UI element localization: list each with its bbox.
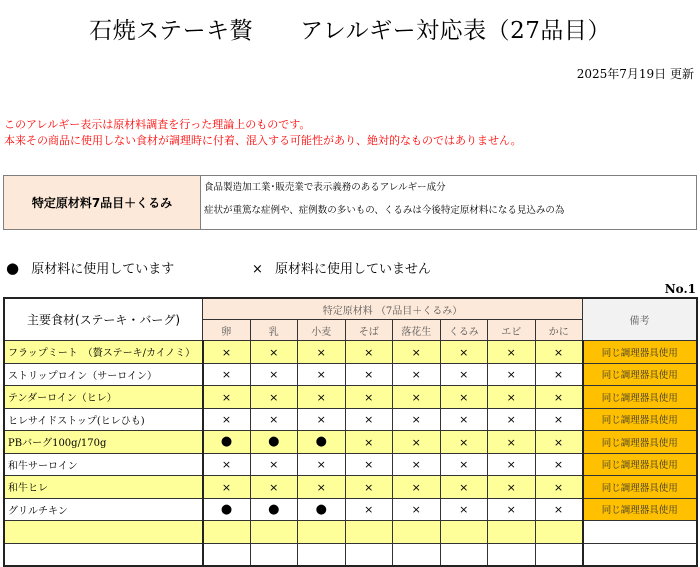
allergen-column-header: エビ <box>488 320 536 341</box>
allergen-cell <box>250 498 298 521</box>
remark-cell <box>583 543 698 566</box>
table-row <box>4 521 697 544</box>
allergen-cell <box>535 476 583 499</box>
filled-circle-icon: ● <box>220 434 233 450</box>
cross-icon: × <box>411 413 421 427</box>
remark-cell: 同じ調理器具使用 <box>583 363 698 386</box>
allergen-column-header: 落花生 <box>393 320 441 341</box>
allergy-table <box>3 297 698 567</box>
definition-text <box>201 176 696 229</box>
table-row <box>4 453 697 476</box>
cross-icon: × <box>553 503 564 517</box>
cross-icon: × <box>316 345 326 359</box>
allergen-cell <box>203 498 251 521</box>
cross-icon: × <box>364 390 374 404</box>
table-row <box>4 498 697 521</box>
allergen-cell <box>298 408 346 431</box>
cross-icon: × <box>459 413 469 427</box>
allergen-cell <box>345 341 393 364</box>
table-row <box>4 431 697 454</box>
updated-date: 2025年7月19日 更新 <box>576 67 694 81</box>
cross-icon: × <box>411 390 421 404</box>
cross-icon: × <box>269 458 279 472</box>
menu-item-name: ヒレサイドストップ(ヒレひも) <box>4 408 203 431</box>
cross-icon: × <box>364 413 374 427</box>
cross-icon: × <box>506 368 516 382</box>
remark-cell: 同じ調理器具使用 <box>583 476 698 499</box>
cross-icon: × <box>411 503 421 517</box>
allergen-cell <box>298 386 346 409</box>
definition-line-2: 症状が重篤な症例や、症例数の多いもの、くるみは今後特定原材料になる見込みの為 <box>204 205 565 216</box>
menu-item-name: ストリップロイン（サーロイン） <box>4 363 203 386</box>
table-row <box>4 363 697 386</box>
cross-icon: × <box>506 390 516 404</box>
cross-icon: × <box>459 390 469 404</box>
cross-icon: × <box>459 480 469 494</box>
legend-used-label: 原材料に使用しています <box>31 262 175 277</box>
allergen-cell <box>488 341 536 364</box>
allergen-cell <box>393 498 441 521</box>
allergen-cell <box>298 453 346 476</box>
allergen-cell <box>440 341 488 364</box>
allergen-cell <box>393 543 441 566</box>
cross-icon: × <box>553 345 564 359</box>
cross-icon: × <box>506 458 516 472</box>
cross-icon: × <box>316 413 326 427</box>
allergen-cell <box>345 386 393 409</box>
allergen-cell <box>393 363 441 386</box>
menu-item-name <box>4 543 203 566</box>
cross-icon: × <box>506 435 516 449</box>
filled-circle-icon: ● <box>220 501 233 517</box>
allergen-cell <box>535 386 583 409</box>
filled-circle-icon: ● <box>315 434 327 450</box>
remarks-column-header: 備考 <box>583 298 698 341</box>
allergen-cell <box>250 476 298 499</box>
allergen-cell <box>535 543 583 566</box>
allergen-cell <box>488 453 536 476</box>
cross-icon: × <box>316 368 326 382</box>
cross-icon: × <box>316 480 326 494</box>
allergen-cell <box>345 408 393 431</box>
cross-icon: × <box>553 413 564 427</box>
cross-icon: × <box>553 458 564 472</box>
allergen-cell <box>345 521 393 544</box>
cross-icon: × <box>364 368 374 382</box>
allergen-cell <box>203 431 251 454</box>
menu-item-name <box>4 521 203 544</box>
filled-circle-icon: ● <box>268 501 280 517</box>
allergen-cell <box>250 363 298 386</box>
cross-icon: × <box>364 480 374 494</box>
allergen-cell <box>440 476 488 499</box>
cross-icon: × <box>459 345 469 359</box>
cross-icon: × <box>553 435 564 449</box>
allergen-cell <box>488 543 536 566</box>
allergen-cell <box>393 453 441 476</box>
allergen-cell <box>535 408 583 431</box>
allergen-cell <box>345 476 393 499</box>
remark-cell: 同じ調理器具使用 <box>583 431 698 454</box>
allergen-cell <box>440 453 488 476</box>
cross-icon: × <box>269 480 279 494</box>
allergen-cell <box>488 363 536 386</box>
allergen-cell <box>298 431 346 454</box>
legend-used <box>6 258 174 277</box>
cross-icon: × <box>364 435 374 449</box>
cross-icon: × <box>316 458 326 472</box>
allergen-cell <box>298 341 346 364</box>
allergen-cell <box>488 476 536 499</box>
cross-icon: × <box>221 458 232 472</box>
allergen-cell <box>440 521 488 544</box>
menu-item-name: PBバーグ100g/170g <box>4 431 203 454</box>
cross-icon: × <box>506 480 516 494</box>
cross-icon: × <box>364 345 374 359</box>
allergen-cell <box>440 498 488 521</box>
allergen-cell <box>345 431 393 454</box>
allergen-cell <box>250 431 298 454</box>
cross-icon: × <box>269 413 279 427</box>
allergen-cell <box>393 521 441 544</box>
allergen-cell <box>298 476 346 499</box>
allergen-column-header: そば <box>345 320 393 341</box>
cross-icon: × <box>553 480 564 494</box>
cross-icon: × <box>364 503 374 517</box>
allergen-cell <box>203 363 251 386</box>
allergen-cell <box>298 521 346 544</box>
remark-cell: 同じ調理器具使用 <box>583 408 698 431</box>
allergen-cell <box>203 386 251 409</box>
table-row <box>4 408 697 431</box>
allergen-cell <box>298 498 346 521</box>
cross-icon: × <box>269 368 279 382</box>
allergen-cell <box>535 341 583 364</box>
menu-item-name: テンダーロイン（ヒレ） <box>4 386 203 409</box>
allergen-column-header: 小麦 <box>298 320 346 341</box>
allergen-cell <box>250 543 298 566</box>
cross-icon: × <box>411 435 421 449</box>
allergen-cell <box>298 363 346 386</box>
allergen-cell <box>440 386 488 409</box>
definition-line-1: 食品製造加工業･販売業で表示義務のあるアレルギー成分 <box>204 182 446 193</box>
allergen-cell <box>345 363 393 386</box>
disclaimer-line-2: 本来その商品に使用しない食材が調理時に付着、混入する可能性があり、絶対的なものではありません。 <box>4 134 522 147</box>
cross-icon: × <box>459 503 469 517</box>
allergen-cell <box>203 453 251 476</box>
allergen-cell <box>393 476 441 499</box>
allergen-cell <box>535 453 583 476</box>
cross-icon: × <box>364 458 374 472</box>
allergen-cell <box>250 521 298 544</box>
page-title: 石焼ステーキ贅 アレルギー対応表（27品目） <box>89 18 611 44</box>
cross-icon: × <box>316 390 326 404</box>
allergen-column-header: くるみ <box>440 320 488 341</box>
allergen-cell <box>488 521 536 544</box>
cross-icon: × <box>221 413 232 427</box>
allergen-column-header: 卵 <box>203 320 251 341</box>
definition-box <box>3 175 697 230</box>
remark-cell: 同じ調理器具使用 <box>583 386 698 409</box>
allergen-cell <box>535 431 583 454</box>
allergen-cell <box>440 543 488 566</box>
table-row <box>4 386 697 409</box>
allergen-column-header: かに <box>535 320 583 341</box>
disclaimer-notice <box>4 117 522 149</box>
name-column-header: 主要食材(ステーキ・バーグ) <box>4 298 203 341</box>
allergen-cell <box>440 363 488 386</box>
cross-icon: × <box>553 390 564 404</box>
allergen-cell <box>250 408 298 431</box>
allergen-cell <box>393 341 441 364</box>
allergen-cell <box>203 341 251 364</box>
allergen-cell <box>345 498 393 521</box>
legend-not-used <box>252 258 431 277</box>
allergen-cell <box>488 498 536 521</box>
cross-icon: × <box>506 413 516 427</box>
allergen-cell <box>440 408 488 431</box>
allergen-cell <box>250 386 298 409</box>
disclaimer-line-1: このアレルギー表示は原材料調査を行った理論上のものです。 <box>4 118 311 131</box>
cross-icon: × <box>221 345 232 359</box>
allergen-cell <box>203 521 251 544</box>
page-number: No.1 <box>664 282 696 296</box>
allergen-cell <box>393 431 441 454</box>
cross-icon: × <box>252 262 263 277</box>
cross-icon: × <box>411 458 421 472</box>
cross-icon: × <box>506 503 516 517</box>
allergen-cell <box>250 453 298 476</box>
allergen-cell <box>488 386 536 409</box>
cross-icon: × <box>221 480 232 494</box>
menu-item-name: フラップミート （贅ステーキ/カイノミ） <box>4 341 203 364</box>
cross-icon: × <box>411 480 421 494</box>
allergen-group-header: 特定原材料 （7品目＋くるみ） <box>203 298 583 320</box>
cross-icon: × <box>459 368 469 382</box>
remark-cell <box>583 521 698 544</box>
filled-circle-icon: ● <box>6 259 20 277</box>
allergen-cell <box>203 543 251 566</box>
remark-cell: 同じ調理器具使用 <box>583 453 698 476</box>
table-row <box>4 341 697 364</box>
allergen-cell <box>250 341 298 364</box>
allergen-cell <box>440 431 488 454</box>
filled-circle-icon: ● <box>268 434 280 450</box>
allergen-cell <box>393 386 441 409</box>
allergen-cell <box>393 408 441 431</box>
remark-cell: 同じ調理器具使用 <box>583 498 698 521</box>
cross-icon: × <box>459 435 469 449</box>
allergen-cell <box>535 521 583 544</box>
cross-icon: × <box>459 458 469 472</box>
definition-label: 特定原材料7品目＋くるみ <box>4 176 201 229</box>
table-row <box>4 543 697 566</box>
allergen-cell <box>488 431 536 454</box>
menu-item-name: グリルチキン <box>4 498 203 521</box>
allergen-cell <box>203 476 251 499</box>
allergen-cell <box>535 363 583 386</box>
cross-icon: × <box>553 368 564 382</box>
allergen-cell <box>345 543 393 566</box>
filled-circle-icon: ● <box>315 501 327 517</box>
cross-icon: × <box>411 368 421 382</box>
cross-icon: × <box>506 345 516 359</box>
menu-item-name: 和牛ヒレ <box>4 476 203 499</box>
cross-icon: × <box>411 345 421 359</box>
cross-icon: × <box>221 390 232 404</box>
menu-item-name: 和牛サーロイン <box>4 453 203 476</box>
allergen-cell <box>203 408 251 431</box>
cross-icon: × <box>269 345 279 359</box>
allergen-cell <box>535 498 583 521</box>
allergen-column-header: 乳 <box>250 320 298 341</box>
cross-icon: × <box>269 390 279 404</box>
cross-icon: × <box>221 368 232 382</box>
table-row <box>4 476 697 499</box>
allergen-cell <box>345 453 393 476</box>
legend-not-used-label: 原材料に使用していません <box>275 262 432 277</box>
allergen-cell <box>488 408 536 431</box>
allergen-cell <box>298 543 346 566</box>
remark-cell: 同じ調理器具使用 <box>583 341 698 364</box>
